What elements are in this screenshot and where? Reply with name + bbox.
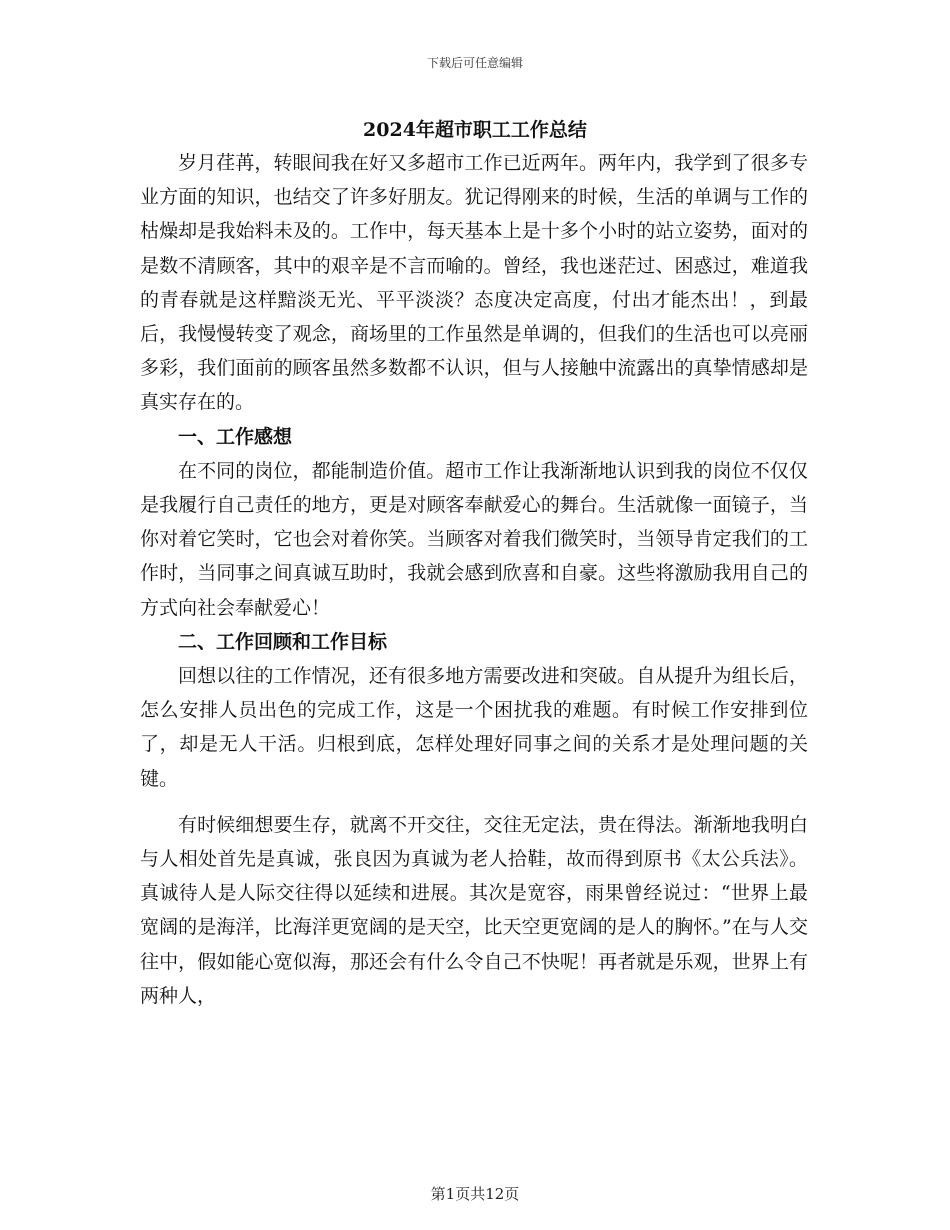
page-header-note: 下载后可任意编辑 xyxy=(426,56,523,70)
section-heading-2: 二、工作回顾和工作目标 xyxy=(178,630,388,653)
paragraph-work-thoughts: 在不同的岗位，都能制造价值。超市工作让我渐渐地认识到我的岗位不仅仅是我履行自己责任的地方，更是对顾客奉献爱心的舞台。生活就像一面镜子，当你对着它笑时，它也会对着你笑。当顾客对着我们微笑时，当领导肯定我们的工作时，当同事之间真诚互助时，我就会感到欣喜和自豪。这些将激励我用自己的方式向社会奉献爱心！ xyxy=(140,459,808,619)
document-body xyxy=(140,146,808,1013)
paragraph-work-review: 回想以往的工作情况，还有很多地方需要改进和突破。自从提升为组长后，怎么安排人员出色的完成工作，这是一个困扰我的难题。有时候工作安排到位了，却是无人干活。归根到底，怎样处理好同事之间的关系才是处理问题的关键。 xyxy=(140,665,808,790)
paragraph-gap xyxy=(140,796,808,808)
paragraph-relationships: 有时候细想要生存，就离不开交往，交往无定法，贵在得法。渐渐地我明白与人相处首先是真诚，张良因为真诚为老人拾鞋，故而得到原书《太公兵法》。真诚待人是人际交往得以延续和进展。其次是宽容，雨果曾经说过：“世界上最宽阔的是海洋，比海洋更宽阔的是天空，比天空更宽阔的是人的胸怀。”在与人交往中，假如能心宽似海，那还会有什么令自己不快呢！再者就是乐观，世界上有两种人， xyxy=(140,813,808,1007)
paragraph-intro: 岁月荏苒，转眼间我在好又多超市工作已近两年。两年内，我学到了很多专业方面的知识，也结交了许多好朋友。犹记得刚来的时候，生活的单调与工作的枯燥却是我始料未及的。工作中，每天基本上是十多个小时的站立姿势，面对的是数不清顾客，其中的艰辛是不言而喻的。曾经，我也迷茫过、困惑过，难道我的青春就是这样黯淡无光、平平淡淡？态度决定高度，付出才能杰出！，到最后，我慢慢转变了观念，商场里的工作虽然是单调的，但我们的生活也可以亮丽多彩，我们面前的顾客虽然多数都不认识，但与人接触中流露出的真挚情感却是真实存在的。 xyxy=(140,152,808,414)
page-number: 第1页共12页 xyxy=(430,1185,520,1203)
document-title: 2024年超市职工工作总结 xyxy=(363,119,587,141)
section-heading-1: 一、工作感想 xyxy=(178,425,293,448)
